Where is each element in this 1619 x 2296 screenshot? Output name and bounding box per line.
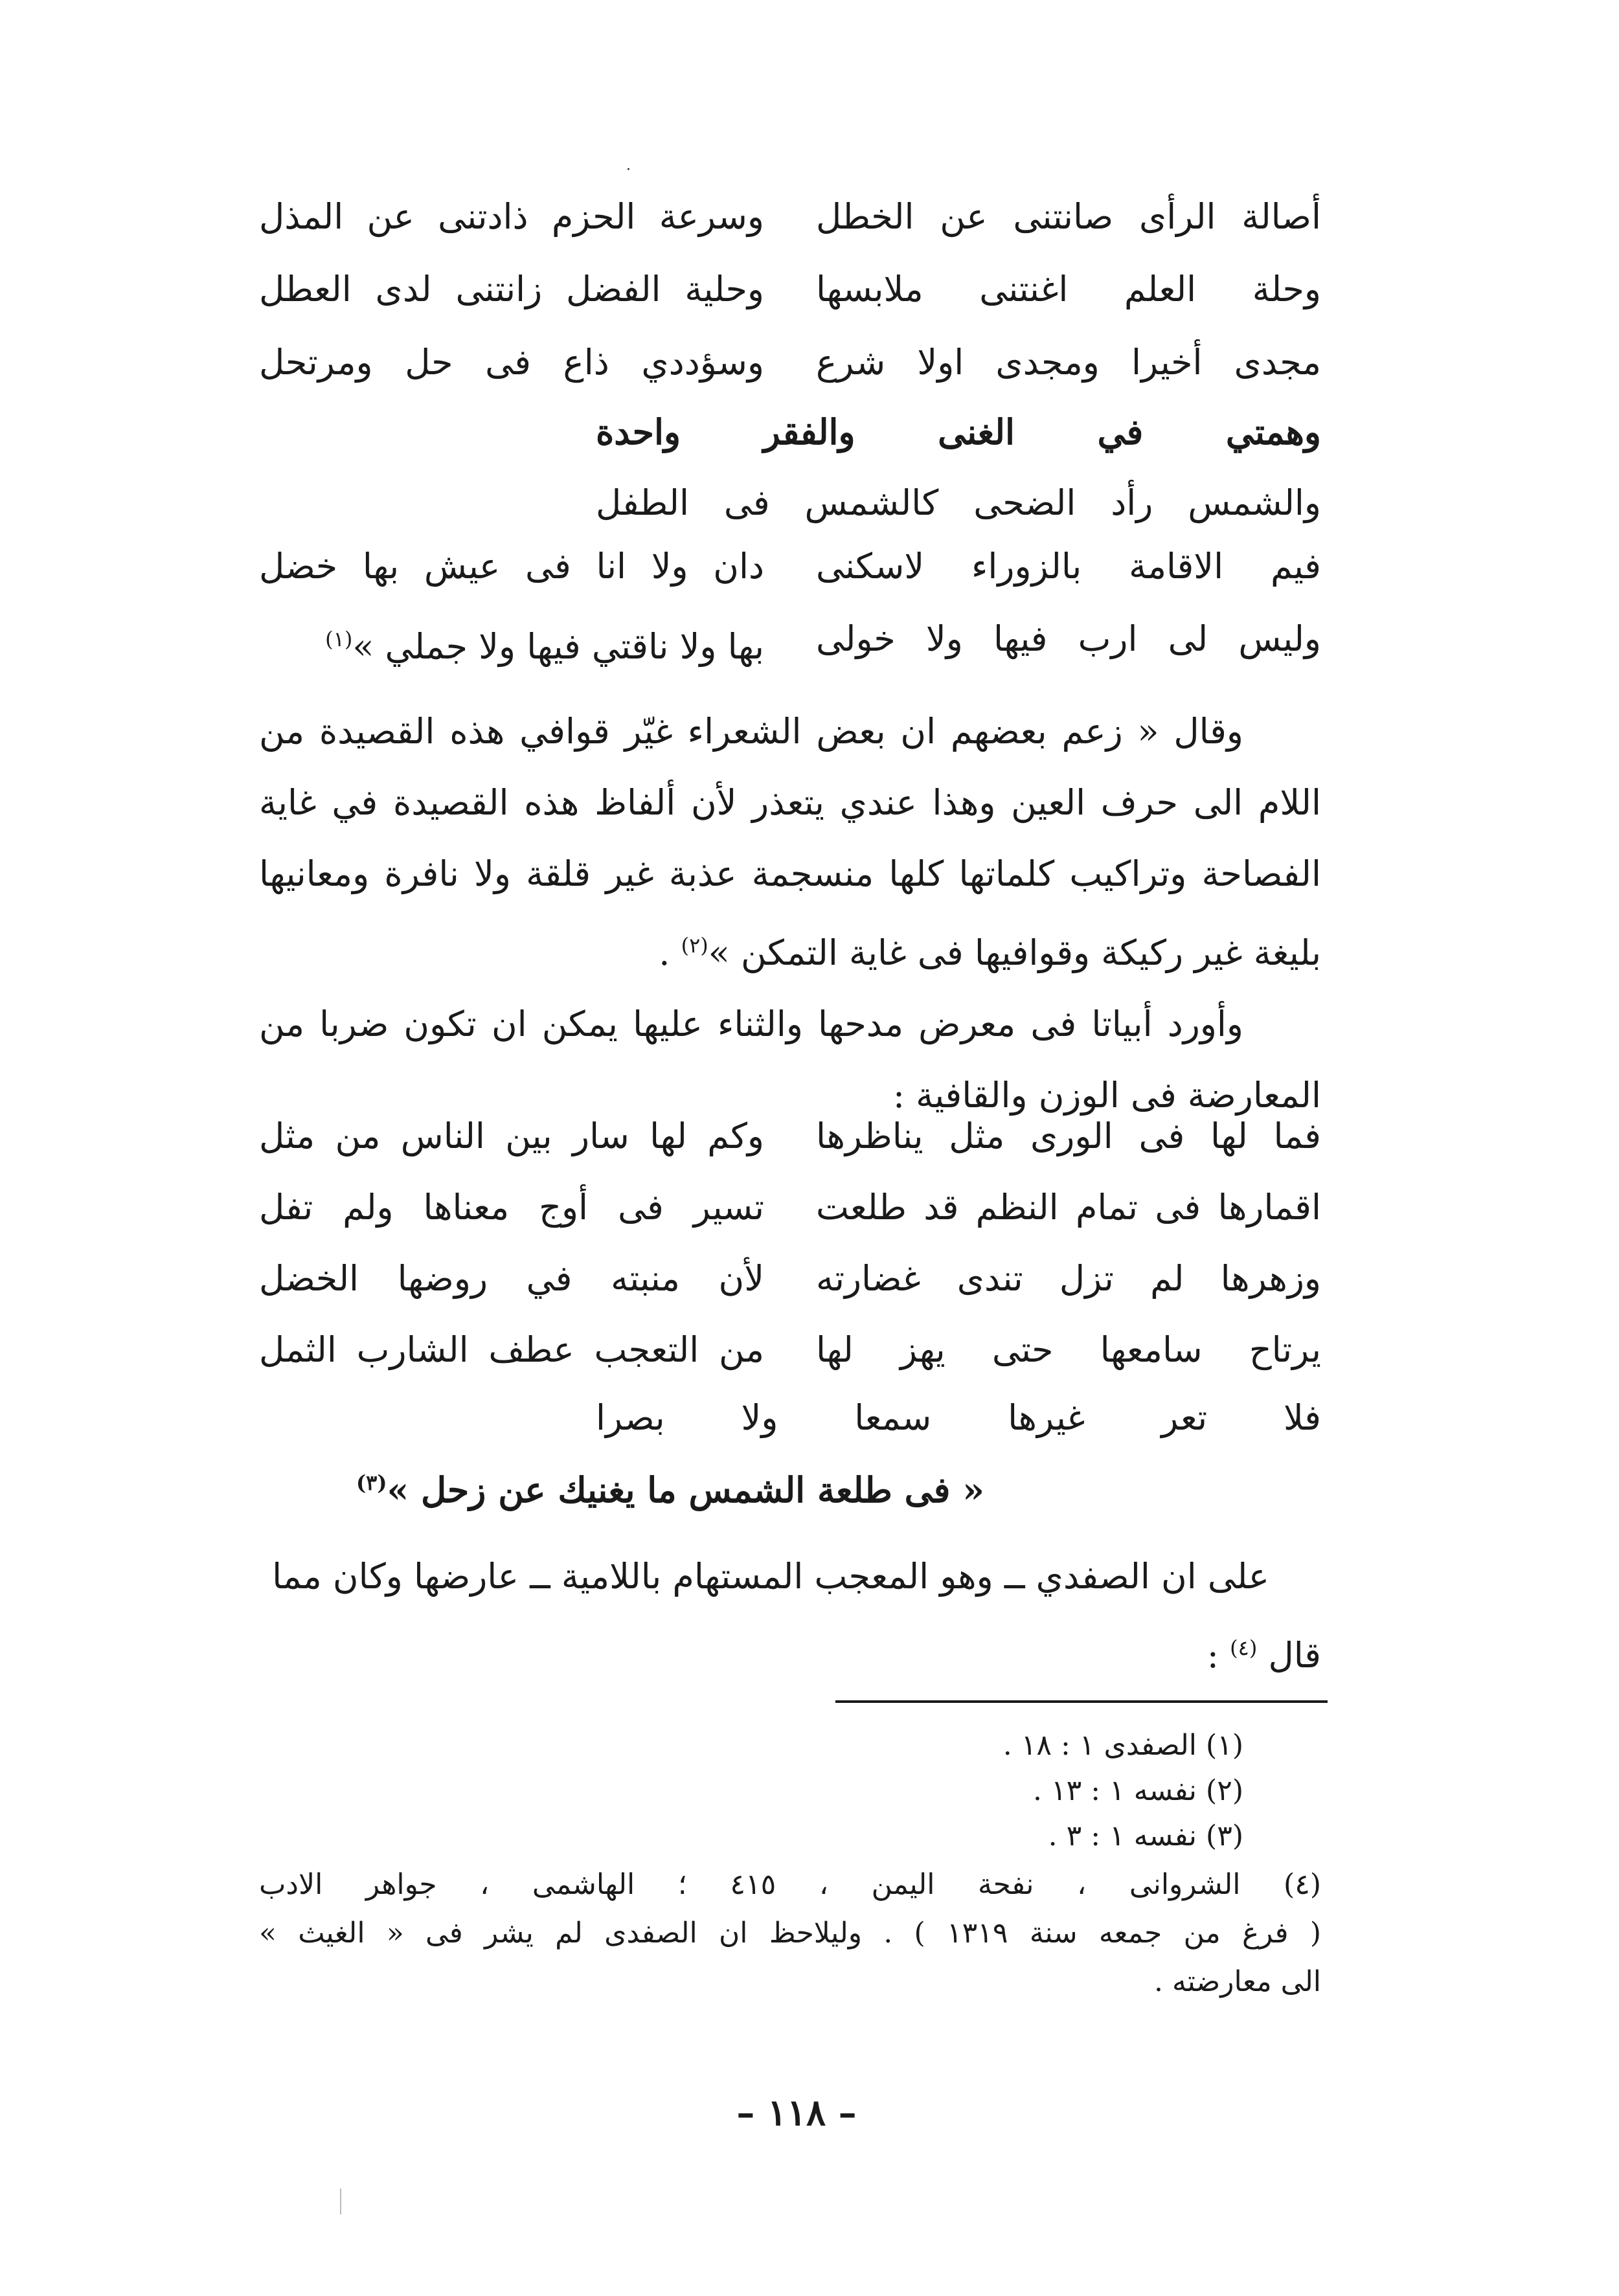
verse-full-line: فلا تعر غيرها سمعا ولا بصرا (596, 1397, 1321, 1438)
verse-full-line: وهمتي في الغنى والفقر واحدة (596, 411, 1321, 453)
footnote-separator (835, 1700, 1328, 1703)
verse-first-hemistich: يرتاح سامعها حتى يهز لها (816, 1329, 1321, 1370)
verse-second-hemistich (259, 616, 764, 670)
verse-second-hemistich: وكم لها سار بين الناس من مثل (259, 1116, 764, 1156)
paragraph-end: . (659, 932, 670, 973)
footnote-mark: (١) (325, 627, 353, 651)
verse-second-hemistich: وسرعة الحزم ذادتنى عن المذل (259, 196, 764, 237)
paragraph-end: : (1206, 1635, 1219, 1676)
footnote: (١) الصفدى ١ : ١٨ . (1002, 1729, 1243, 1762)
verse-second-hemistich: دان ولا انا فى عيش بها خضل (259, 546, 764, 587)
paragraph-line (1207, 1625, 1321, 1678)
footnote-mark: (٣) (356, 1470, 387, 1495)
verse-first-hemistich: أصالة الرأى صانتنى عن الخطل (816, 196, 1321, 237)
verse-first-hemistich: وليس لى ارب فيها ولا خولى (816, 618, 1321, 659)
verse-second-hemistich: وحلية الفضل زانتنى لدى العطل (259, 269, 764, 310)
footnote: (٢) نفسه ١ : ١٣ . (1033, 1774, 1243, 1807)
footnote-mark: (٢) (681, 933, 708, 958)
verse-first-hemistich: وزهرها لم تزل تندى غضارته (816, 1258, 1321, 1299)
verse-first-hemistich: فيم الاقامة بالزوراء لاسكنى (816, 546, 1321, 587)
footnote: ( فرغ من جمعه سنة ١٣١٩ ) . وليلاحظ ان الصفدى لم يشر فى « الغيث » (259, 1917, 1321, 1950)
paragraph: وأورد أبياتا فى معرض مدحها والثناء عليها يمكن ان تكون ضربا من المعارضة فى الوزن والقافية : (259, 1004, 1321, 1116)
paragraph-text: قال (1268, 1635, 1321, 1676)
verse-second-hemistich: من التعجب عطف الشارب الثمل (259, 1329, 764, 1370)
verse-first-hemistich: اقمارها فى تمام النظم قد طلعت (816, 1187, 1321, 1228)
verse-first-hemistich: وحلة العلم اغنتنى ملابسها (816, 269, 1321, 310)
footnote: (٤) الشروانى ، نفحة اليمن ، ٤١٥ ؛ الهاشمى ، جواهر الادب (259, 1868, 1322, 1901)
scan-mark (340, 2189, 341, 2214)
verse-second-hemistich: وسؤددي ذاع فى حل ومرتحل (259, 342, 764, 383)
page-number: – ١١٨ – (736, 2091, 857, 2134)
paragraph-line: على ان الصفدي ــ وهو المعجب المستهام باللامية ــ عارضها وكان مما (272, 1556, 1269, 1597)
verse-text: « فى طلعة الشمس ما يغنيك عن زحل » (387, 1469, 984, 1511)
paragraph-block (259, 696, 1321, 1131)
footnote-mark: (٤) (1230, 1636, 1258, 1660)
ink-speck: · (626, 162, 631, 178)
verse-text: بها ولا ناقتي فيها ولا جملي » (352, 626, 764, 667)
footnote: (٣) نفسه ١ : ٣ . (1048, 1819, 1243, 1852)
verse-first-hemistich: مجدى أخيرا ومجدى اولا شرع (816, 342, 1321, 383)
verse-second-hemistich: لأن منبته في روضها الخضل (259, 1258, 764, 1299)
paragraph-text: وقال « زعم بعضهم ان بعض الشعراء غيّر قوافي هذه القصيدة من اللام الى حرف العين وهذا عندي يتعذر لأن ألفاظ هذه القصيدة في غاية الفصاحة وتراكيب كلماتها كلها منسجمة عذبة غير قلقة ولا نافرة ومعانيها بليغة غير ركيكة وقوافيها فى غاية التمكن » (259, 711, 1321, 973)
verse-full-line: والشمس رأد الضحى كالشمس فى الطفل (596, 482, 1321, 523)
verse-second-hemistich: تسير فى أوج معناها ولم تفل (259, 1187, 764, 1228)
verse-full-line (356, 1460, 984, 1513)
verse-first-hemistich: فما لها فى الورى مثل يناظرها (816, 1116, 1321, 1156)
footnote: الى معارضته . (1154, 1965, 1321, 1998)
paragraph (259, 696, 1321, 989)
